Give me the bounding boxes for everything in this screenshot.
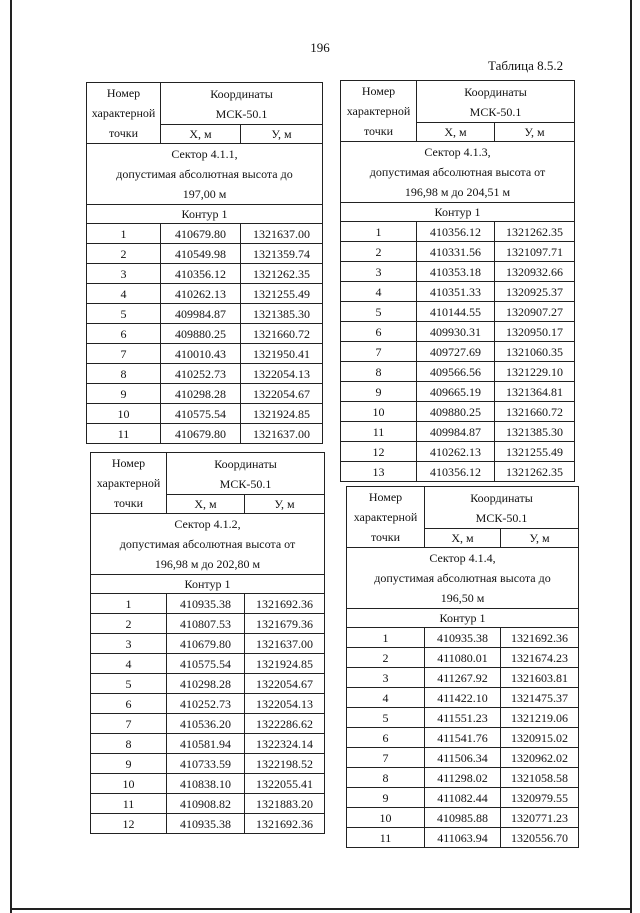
point-number: 11 (91, 794, 167, 814)
x-coordinate: 410549.98 (161, 244, 241, 264)
x-coordinate: 411080.01 (425, 648, 501, 668)
point-number-header-line: характерной (91, 106, 156, 120)
y-coordinate: 1321660.72 (241, 324, 323, 344)
y-coordinate: 1321262.35 (495, 222, 575, 242)
contour-row (347, 609, 579, 628)
y-coordinate: 1321924.85 (245, 654, 325, 674)
point-number: 10 (87, 404, 161, 424)
y-header: У, м (501, 529, 579, 548)
point-number: 2 (91, 614, 167, 634)
sector-line: Сектор 4.1.3, (424, 145, 491, 159)
y-coordinate: 1321950.41 (241, 344, 323, 364)
y-coordinate: 1320925.37 (495, 282, 575, 302)
coordinates-header (425, 487, 579, 529)
point-number: 11 (87, 424, 161, 444)
coord-table-sector-4-1-1 (86, 82, 323, 444)
point-number: 5 (91, 674, 167, 694)
contour-label: Контур 1 (347, 609, 579, 628)
sector-line: Сектор 4.1.2, (174, 517, 241, 531)
contour-row (91, 575, 325, 594)
point-number-header-line: характерной (346, 104, 411, 118)
coordinates-header-line: МСК-50.1 (219, 476, 272, 491)
point-number: 1 (347, 628, 425, 648)
y-coordinate: 1321660.72 (495, 402, 575, 422)
y-coordinate: 1321385.30 (495, 422, 575, 442)
coordinates-header-line: Координаты (214, 456, 277, 471)
contour-row (87, 205, 323, 224)
sector-line: допустимая абсолютная высота от (369, 165, 546, 179)
x-coordinate: 410252.73 (161, 364, 241, 384)
x-coordinate: 409880.25 (417, 402, 495, 422)
point-number: 1 (87, 224, 161, 244)
y-coordinate: 1321674.23 (501, 648, 579, 668)
point-number-header-line: характерной (353, 510, 418, 524)
coord-table-sector-4-1-3 (340, 80, 575, 482)
coordinates-header (417, 81, 575, 123)
sector-row (91, 514, 325, 575)
coord-table-sector-4-1-4 (346, 486, 579, 848)
sector-description (87, 144, 323, 205)
point-number-header-line: точки (113, 496, 144, 510)
y-coordinate: 1322286.62 (245, 714, 325, 734)
x-coordinate: 411506.34 (425, 748, 501, 768)
sector-row (341, 142, 575, 203)
y-coordinate: 1321097.71 (495, 242, 575, 262)
point-number: 3 (347, 668, 425, 688)
page-border-right (630, 0, 632, 913)
y-coordinate: 1321924.85 (241, 404, 323, 424)
x-coordinate: 411082.44 (425, 788, 501, 808)
y-coordinate: 1321679.36 (245, 614, 325, 634)
point-number-header-line: Номер (111, 456, 146, 470)
point-number: 3 (341, 262, 417, 282)
y-coordinate: 1321219.06 (501, 708, 579, 728)
sector-line: 196,98 м до 202,80 м (154, 557, 261, 571)
point-number: 4 (347, 688, 425, 708)
y-coordinate: 1321603.81 (501, 668, 579, 688)
x-coordinate: 409984.87 (417, 422, 495, 442)
point-number: 7 (91, 714, 167, 734)
table-row (347, 668, 579, 688)
x-coordinate: 410679.80 (167, 634, 245, 654)
point-number: 13 (341, 462, 417, 482)
coordinates-header-line: Координаты (210, 86, 273, 101)
x-header: Х, м (417, 123, 495, 142)
table-row (347, 728, 579, 748)
y-coordinate: 1321475.37 (501, 688, 579, 708)
table-row (341, 242, 575, 262)
table-row (91, 674, 325, 694)
y-coordinate: 1322054.13 (245, 694, 325, 714)
x-coordinate: 411298.02 (425, 768, 501, 788)
point-number: 8 (341, 362, 417, 382)
table-row (91, 614, 325, 634)
table-row (341, 462, 575, 482)
sector-row (87, 144, 323, 205)
x-coordinate: 411063.94 (425, 828, 501, 848)
point-number: 2 (87, 244, 161, 264)
sector-line: допустимая абсолютная высота от (119, 537, 296, 551)
page-border-left (10, 0, 12, 913)
sector-line: допустимая абсолютная высота до (116, 167, 293, 181)
point-number: 12 (91, 814, 167, 834)
point-number: 2 (341, 242, 417, 262)
point-number-header-line: Номер (368, 490, 403, 504)
table-caption: Таблица 8.5.2 (488, 58, 564, 73)
x-coordinate: 409566.56 (417, 362, 495, 382)
table-row (341, 222, 575, 242)
table-row (91, 754, 325, 774)
point-number-header (341, 81, 417, 142)
y-coordinate: 1321692.36 (501, 628, 579, 648)
x-coordinate: 411422.10 (425, 688, 501, 708)
y-coordinate: 1322324.14 (245, 734, 325, 754)
sector-line: Сектор 4.1.4, (429, 551, 496, 565)
header-row (91, 453, 325, 495)
sector-description (341, 142, 575, 203)
point-number: 9 (347, 788, 425, 808)
table-row (341, 402, 575, 422)
x-coordinate: 410985.88 (425, 808, 501, 828)
point-number: 7 (347, 748, 425, 768)
x-coordinate: 410575.54 (161, 404, 241, 424)
x-coordinate: 410356.12 (417, 222, 495, 242)
contour-label: Контур 1 (91, 575, 325, 594)
x-header: Х, м (167, 495, 245, 514)
table-row (87, 324, 323, 344)
y-coordinate: 1322054.13 (241, 364, 323, 384)
point-number: 1 (341, 222, 417, 242)
x-coordinate: 410331.56 (417, 242, 495, 262)
x-coordinate: 410262.13 (417, 442, 495, 462)
y-coordinate: 1320915.02 (501, 728, 579, 748)
y-coordinate: 1321364.81 (495, 382, 575, 402)
x-coordinate: 411551.23 (425, 708, 501, 728)
table-row (347, 708, 579, 728)
x-coordinate: 410581.94 (167, 734, 245, 754)
point-number: 3 (87, 264, 161, 284)
table-row (347, 788, 579, 808)
y-coordinate: 1320979.55 (501, 788, 579, 808)
point-number: 8 (91, 734, 167, 754)
y-coordinate: 1322054.67 (241, 384, 323, 404)
y-coordinate: 1320771.23 (501, 808, 579, 828)
sector-description (91, 514, 325, 575)
y-coordinate: 1321637.00 (245, 634, 325, 654)
table-row (91, 734, 325, 754)
y-coordinate: 1321262.35 (241, 264, 323, 284)
table-row (341, 362, 575, 382)
coordinates-header-line: МСК-50.1 (475, 510, 528, 525)
x-coordinate: 410144.55 (417, 302, 495, 322)
x-coordinate: 409930.31 (417, 322, 495, 342)
y-coordinate: 1321883.20 (245, 794, 325, 814)
x-coordinate: 410536.20 (167, 714, 245, 734)
y-coordinate: 1321692.36 (245, 594, 325, 614)
y-coordinate: 1320932.66 (495, 262, 575, 282)
point-number: 7 (87, 344, 161, 364)
coordinates-header-line: МСК-50.1 (469, 104, 522, 119)
table-row (347, 748, 579, 768)
point-number-header-line: Номер (106, 86, 141, 100)
x-coordinate: 410356.12 (161, 264, 241, 284)
x-coordinate: 410935.38 (167, 814, 245, 834)
y-coordinate: 1321262.35 (495, 462, 575, 482)
table-row (91, 814, 325, 834)
x-coordinate: 410575.54 (167, 654, 245, 674)
y-coordinate: 1322054.67 (245, 674, 325, 694)
y-coordinate: 1321385.30 (241, 304, 323, 324)
point-number: 10 (91, 774, 167, 794)
y-coordinate: 1320962.02 (501, 748, 579, 768)
page-border-bottom (10, 908, 632, 910)
point-number: 8 (87, 364, 161, 384)
table-row (91, 654, 325, 674)
table-row (91, 634, 325, 654)
table-row (87, 404, 323, 424)
point-number: 9 (91, 754, 167, 774)
point-number: 9 (87, 384, 161, 404)
contour-row (341, 203, 575, 222)
sector-line: Сектор 4.1.1, (171, 147, 238, 161)
point-number-header-line: точки (363, 124, 394, 138)
table-row (87, 284, 323, 304)
point-number: 6 (91, 694, 167, 714)
x-coordinate: 411541.76 (425, 728, 501, 748)
coordinates-header (161, 83, 323, 125)
point-number: 5 (347, 708, 425, 728)
x-header: Х, м (161, 125, 241, 144)
table-row (341, 422, 575, 442)
header-row (347, 487, 579, 529)
point-number: 10 (341, 402, 417, 422)
x-coordinate: 410908.82 (167, 794, 245, 814)
table-row (347, 628, 579, 648)
point-number: 2 (347, 648, 425, 668)
y-coordinate: 1321058.58 (501, 768, 579, 788)
y-coordinate: 1322198.52 (245, 754, 325, 774)
point-number: 1 (91, 594, 167, 614)
y-coordinate: 1320907.27 (495, 302, 575, 322)
y-coordinate: 1321229.10 (495, 362, 575, 382)
table-row (347, 828, 579, 848)
x-coordinate: 409665.19 (417, 382, 495, 402)
sector-row (347, 548, 579, 609)
x-coordinate: 410807.53 (167, 614, 245, 634)
coordinates-header-line: МСК-50.1 (215, 106, 268, 121)
point-number: 6 (347, 728, 425, 748)
point-number-header-line: Номер (361, 84, 396, 98)
coordinates-header (167, 453, 325, 495)
x-coordinate: 410010.43 (161, 344, 241, 364)
table-row (91, 714, 325, 734)
point-number-header (87, 83, 161, 144)
point-number: 7 (341, 342, 417, 362)
sector-description (347, 548, 579, 609)
table-row (347, 808, 579, 828)
point-number: 12 (341, 442, 417, 462)
contour-label: Контур 1 (341, 203, 575, 222)
page-number: 196 (310, 40, 330, 55)
table-row (341, 282, 575, 302)
table-row (341, 302, 575, 322)
sector-line: 197,00 м (182, 187, 227, 201)
y-header: У, м (241, 125, 323, 144)
y-header: У, м (495, 123, 575, 142)
point-number: 11 (341, 422, 417, 442)
y-coordinate: 1321359.74 (241, 244, 323, 264)
point-number: 9 (341, 382, 417, 402)
coordinates-header-line: Координаты (464, 84, 527, 99)
y-header: У, м (245, 495, 325, 514)
x-coordinate: 409880.25 (161, 324, 241, 344)
table-row (347, 768, 579, 788)
coord-table-sector-4-1-2 (90, 452, 325, 834)
point-number: 10 (347, 808, 425, 828)
x-coordinate: 409727.69 (417, 342, 495, 362)
point-number: 4 (341, 282, 417, 302)
x-coordinate: 410935.38 (425, 628, 501, 648)
table-row (91, 694, 325, 714)
point-number-header-line: точки (370, 530, 401, 544)
point-number: 6 (341, 322, 417, 342)
point-number-header (91, 453, 167, 514)
table-row (87, 244, 323, 264)
coordinates-header-line: Координаты (470, 490, 533, 505)
sector-line: 196,50 м (440, 591, 485, 605)
x-coordinate: 411267.92 (425, 668, 501, 688)
x-coordinate: 410733.59 (167, 754, 245, 774)
x-coordinate: 410356.12 (417, 462, 495, 482)
table-row (87, 264, 323, 284)
x-coordinate: 410353.18 (417, 262, 495, 282)
x-coordinate: 410252.73 (167, 694, 245, 714)
sector-line: 196,98 м до 204,51 м (404, 185, 511, 199)
table-row (341, 262, 575, 282)
point-number: 3 (91, 634, 167, 654)
y-coordinate: 1320950.17 (495, 322, 575, 342)
table-row (87, 304, 323, 324)
contour-label: Контур 1 (87, 205, 323, 224)
point-number: 11 (347, 828, 425, 848)
point-number-header-line: характерной (96, 476, 161, 490)
table-row (91, 794, 325, 814)
x-coordinate: 410262.13 (161, 284, 241, 304)
table-row (347, 688, 579, 708)
y-coordinate: 1321637.00 (241, 224, 323, 244)
y-coordinate: 1321692.36 (245, 814, 325, 834)
x-header: Х, м (425, 529, 501, 548)
table-row (87, 384, 323, 404)
table-row (347, 648, 579, 668)
table-row (91, 594, 325, 614)
x-coordinate: 410298.28 (161, 384, 241, 404)
table-row (87, 364, 323, 384)
point-number-header (347, 487, 425, 548)
x-coordinate: 410838.10 (167, 774, 245, 794)
point-number: 8 (347, 768, 425, 788)
y-coordinate: 1320556.70 (501, 828, 579, 848)
x-coordinate: 410935.38 (167, 594, 245, 614)
table-row (87, 424, 323, 444)
y-coordinate: 1321255.49 (241, 284, 323, 304)
y-coordinate: 1321060.35 (495, 342, 575, 362)
y-coordinate: 1322055.41 (245, 774, 325, 794)
point-number: 5 (87, 304, 161, 324)
point-number-header-line: точки (108, 126, 139, 140)
table-row (91, 774, 325, 794)
table-row (341, 382, 575, 402)
point-number: 4 (87, 284, 161, 304)
table-row (341, 442, 575, 462)
point-number: 5 (341, 302, 417, 322)
header-row (341, 81, 575, 123)
table-row (87, 344, 323, 364)
y-coordinate: 1321637.00 (241, 424, 323, 444)
point-number: 6 (87, 324, 161, 344)
x-coordinate: 409984.87 (161, 304, 241, 324)
sector-line: допустимая абсолютная высота до (374, 571, 551, 585)
table-row (87, 224, 323, 244)
x-coordinate: 410298.28 (167, 674, 245, 694)
x-coordinate: 410679.80 (161, 424, 241, 444)
header-row (87, 83, 323, 125)
x-coordinate: 410679.80 (161, 224, 241, 244)
point-number: 4 (91, 654, 167, 674)
table-row (341, 342, 575, 362)
y-coordinate: 1321255.49 (495, 442, 575, 462)
x-coordinate: 410351.33 (417, 282, 495, 302)
table-row (341, 322, 575, 342)
